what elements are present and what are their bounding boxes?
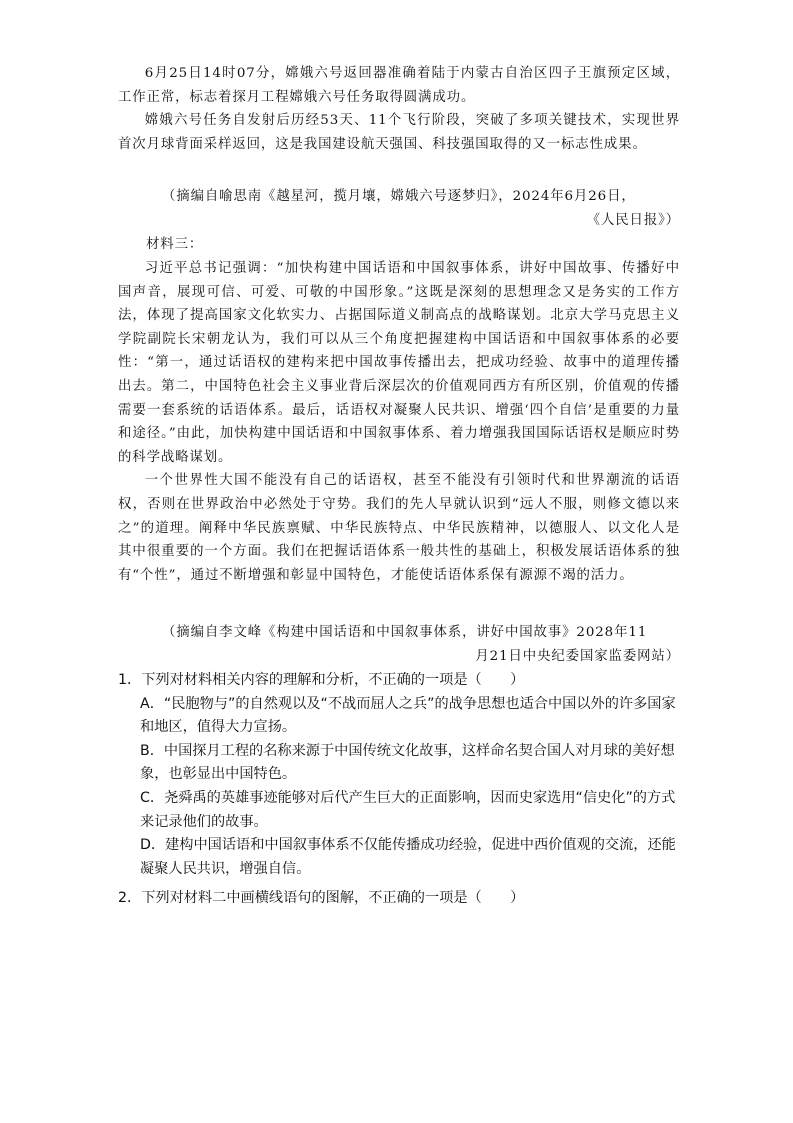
material2-source xyxy=(118,185,680,232)
material3-paragraph-1: 习近平总书记强调：“加快构建中国话语和中国叙事体系，讲好中国故事、传播好中国声音，展现可信、可爱、可敬的中国形象。”这既是深刻的思想理念又是务实的工作方法，体现了提高国家文化软实力、占据国际道义制高点的战略谋划。北京大学马克思主义学院副院长宋朝龙认为，我们可以从三个角度把握建构中国话语和中国叙事体系的必要性：“第一，通过话语权的建构来把中国故事传播出去，把成功经验、故事中的道理传播出去。第二，中国特色社会主义事业背后深层次的价值观同西方有所区别，价值观的传播需要一套系统的话语体系。最后，话语权对凝聚人民共识、增强‘四个自信’是重要的力量和途径。”由此，加快构建中国话语和中国叙事体系、着力增强我国国际话语权是顺应时势的科学战略谋划。 xyxy=(118,261,680,465)
material2-paragraph-2: 嫦娥六号任务自发射后历经53天、11个飞行阶段，突破了多项关键技术，实现世界首次月球背面采样返回，这是我国建设航天强国、科技强国取得的又一标志性成果。 xyxy=(118,113,680,152)
material2-paragraph-1: 6月25日14时07分，嫦娥六号返回器准确着陆于内蒙古自治区四子王旗预定区域，工作正常，标志着探月工程嫦娥六号任务取得圆满成功。 xyxy=(118,66,680,105)
question-1-option-b: B．中国探月工程的名称来源于中国传统文化故事，这样命名契合国人对月球的美好想象，也彰显出中国特色。 xyxy=(140,742,675,783)
question-1-option-d: D．建构中国话语和中国叙事体系不仅能传播成功经验，促进中西价值观的交流，还能凝聚人民共识，增强自信。 xyxy=(140,837,676,877)
question-2-stem: 2．下列对材料二中画横线语句的图解，不正确的一项是（ ） xyxy=(118,890,525,906)
material2-tail xyxy=(118,62,680,156)
question-1 xyxy=(118,669,684,881)
material3-source-line-1: （摘编自李文峰《构建中国话语和中国叙事体系，讲好中国故事》2028年11 xyxy=(162,625,648,640)
material3-source-line-2: 月21日中央纪委国家监委网站） xyxy=(475,648,680,664)
question-1-option-c: C．尧舜禹的英雄事迹能够对后代产生巨大的正面影响，因而史家选用“信史化”的方式来记录他们的故事。 xyxy=(140,789,676,830)
question-1-option-a: A．“民胞物与”的自然观以及“不战而屈人之兵”的战争思想也适合中国以外的许多国家和地区，值得大力宣扬。 xyxy=(140,695,676,736)
material3-body xyxy=(118,257,680,587)
question-2 xyxy=(118,887,684,911)
material2-source-line-2: 《人民日报》） xyxy=(586,212,680,228)
question-1-stem: 1．下列对材料相关内容的理解和分析，不正确的一项是（ ） xyxy=(118,672,525,688)
material3-source xyxy=(118,621,680,668)
material3-label: 材料三： xyxy=(146,237,204,252)
material2-source-line-1: （摘编自喻思南《越星河，揽月壤，嫦娥六号逐梦归》，2024年6月26日， xyxy=(162,189,636,204)
material3-paragraph-2: 一个世界性大国不能没有自己的话语权，甚至不能没有引领时代和世界潮流的话语权，否则在世界政治中必然处于守势。我们的先人早就认识到“远人不服，则修文德以来之”的道理。阐释中华民族禀赋、中华民族特点、中华民族精神，以德服人、以文化人是其中很重要的一个方面。我们在把握话语体系一般共性的基础上，积极发展话语体系的独有“个性”，通过不断增强和彰显中国特色，才能使话语体系保有源源不竭的活力。 xyxy=(118,473,680,583)
